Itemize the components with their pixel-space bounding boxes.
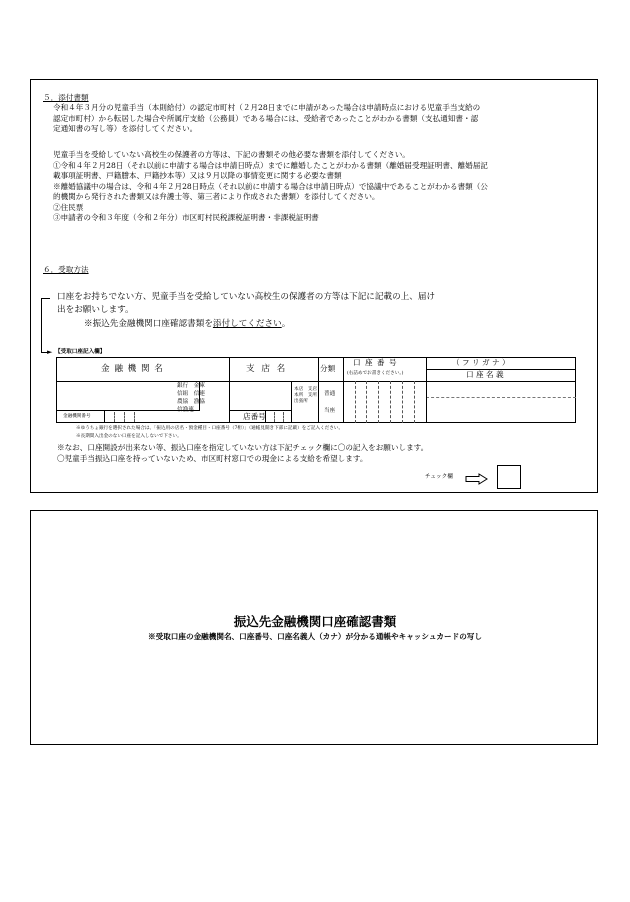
section5-paragraph-line: ③申請者の令和３年度（令和２年分）市区町村民税課税証明書・非課税証明書	[53, 213, 319, 222]
bank-code-digit-divider	[134, 412, 135, 422]
branch-type-option[interactable]: 本所 支所	[294, 393, 317, 398]
branch-code-box[interactable]	[265, 410, 266, 423]
bank-type-option[interactable]: 銀行 金庫	[177, 383, 205, 389]
no-account-instruction: ※なお、口座開設が出来ない等、振込口座を指定していない方は下記チェック欄に〇の記入をお願いします。	[57, 443, 429, 452]
attachment-title: 振込先金融機関口座確認書類	[233, 614, 397, 629]
account-number-field[interactable]	[344, 382, 425, 422]
bank-type-option[interactable]: 信組 信連	[177, 391, 205, 397]
unused-account-note: ※長期間入出金のない口座を記入しないで下さい。	[76, 434, 182, 439]
branch-code-label: 店番号	[243, 412, 266, 421]
check-box[interactable]	[497, 465, 521, 489]
account-holder-field[interactable]	[427, 398, 575, 422]
attachment-note: ※受取口座の金融機関名、口座番号、口座名義人（カナ）が分かる通帳やキャッシュカードの写し	[148, 632, 482, 641]
account-type-option[interactable]: 当座	[324, 408, 336, 414]
bracket-connector	[41, 298, 50, 299]
table-column-divider	[318, 357, 319, 423]
attach-instruction-suffix: 。	[281, 319, 291, 329]
attach-instruction-text: ※振込先金融機関口座確認書類を	[84, 319, 213, 329]
branch-code-row-divider	[229, 410, 291, 411]
section5-paragraph-line: 認定市町村）から転居した場合や所属庁支給（公務員）である場合には、受給者であったことがわかる書類（支払通知書・認	[53, 113, 479, 123]
attach-instruction-emphasis: 添付してください	[212, 319, 282, 329]
table-label: 【受取口座記入欄】	[55, 349, 106, 355]
attach-instruction	[84, 318, 290, 330]
section5-paragraph-line: ①令和４年２月28日（それ以前に申請する場合は申請日時点）までに離婚したことがわかる書類（離婚届受理証明書、離婚届記	[53, 160, 488, 170]
branch-type-option[interactable]: 本店 支店	[294, 387, 317, 392]
receipt-instruction: 出をお願いします。	[57, 305, 134, 315]
bank-code-digit-divider	[124, 412, 125, 422]
bank-type-option[interactable]: 農協 漁協	[177, 399, 205, 405]
yucho-note: ※ゆうちょ銀行を選択された場合は、「振込用の店名・預金種目・口座番号（7桁）」（通帳見開き下部に記載）をご記入ください。	[76, 426, 344, 431]
section5-paragraph-line: ②住民票	[53, 202, 84, 212]
section5-heading: ５．添付書類	[43, 93, 89, 102]
account-number-header: 口 座 番 号	[353, 358, 398, 367]
section5-paragraph-line: 児童手当を受給していない高校生の保護者の方等は、下記の書類その他必要な書類を添付してください。	[53, 150, 410, 159]
bank-type-option[interactable]: 信漁連	[177, 407, 194, 413]
account-holder-header: 口 座 名 義	[466, 370, 504, 379]
account-number-note: (右詰めでお書きください。)	[347, 371, 404, 376]
bank-code-box[interactable]	[104, 410, 105, 423]
bank-code-label: 金融機関番号	[63, 414, 91, 419]
section5-paragraph-line: 定通知書の写し等）を添付してください。	[53, 124, 198, 133]
category-header: 分類	[320, 364, 336, 373]
account-holder-furigana-field[interactable]	[427, 382, 575, 396]
branch-name-header: 支 店 名	[246, 364, 288, 374]
table-column-divider	[291, 381, 292, 423]
bracket-connector	[41, 298, 42, 352]
bank-code-digit-divider	[114, 412, 115, 422]
branch-code-digit-divider	[274, 412, 275, 422]
section5-paragraph-line: 的機関から発行された書類又は弁護士等、第三者により作成された書類）を添付してください。	[53, 192, 380, 201]
branch-name-field[interactable]	[230, 382, 290, 409]
section6-heading: ６．受取方法	[43, 265, 89, 274]
check-label: チェック欄	[425, 474, 453, 480]
branch-code-digit-divider	[283, 412, 284, 422]
account-type-option[interactable]: 普通	[324, 391, 336, 397]
bank-name-field[interactable]	[57, 382, 172, 409]
bank-name-header: 金 融 機 関 名	[101, 364, 164, 374]
section5-paragraph-line: ※離婚協議中の場合は、令和４年２月28日時点（それ以前に申請する場合は申請日時点）で協議中であることがわかる書類（公	[53, 181, 488, 191]
arrow-right-icon: ►	[47, 348, 53, 356]
section5-paragraph-line: 載事項証明書、戸籍謄本、戸籍抄本等）又は９月以降の事情変更に関する必要な書類	[53, 171, 342, 180]
branch-type-option[interactable]: 出張所	[294, 399, 308, 404]
receipt-instruction: 口座をお持ちでない方、児童手当を受給していない高校生の保護者の方等は下記に記載の上、届け	[57, 292, 436, 302]
arrow-right-icon	[465, 470, 489, 489]
cash-payment-option: 〇児童手当振込口座を持っていないため、市区町村窓口での現金による支給を希望します。	[57, 454, 368, 463]
section5-paragraph-line: 令和４年３月分の児童手当（本則給付）の認定市町村（２月28日までに申請があった場合は申請時点における児童手当支給の	[53, 103, 481, 112]
furigana-header: （ フ リ ガ ナ ）	[452, 358, 510, 367]
